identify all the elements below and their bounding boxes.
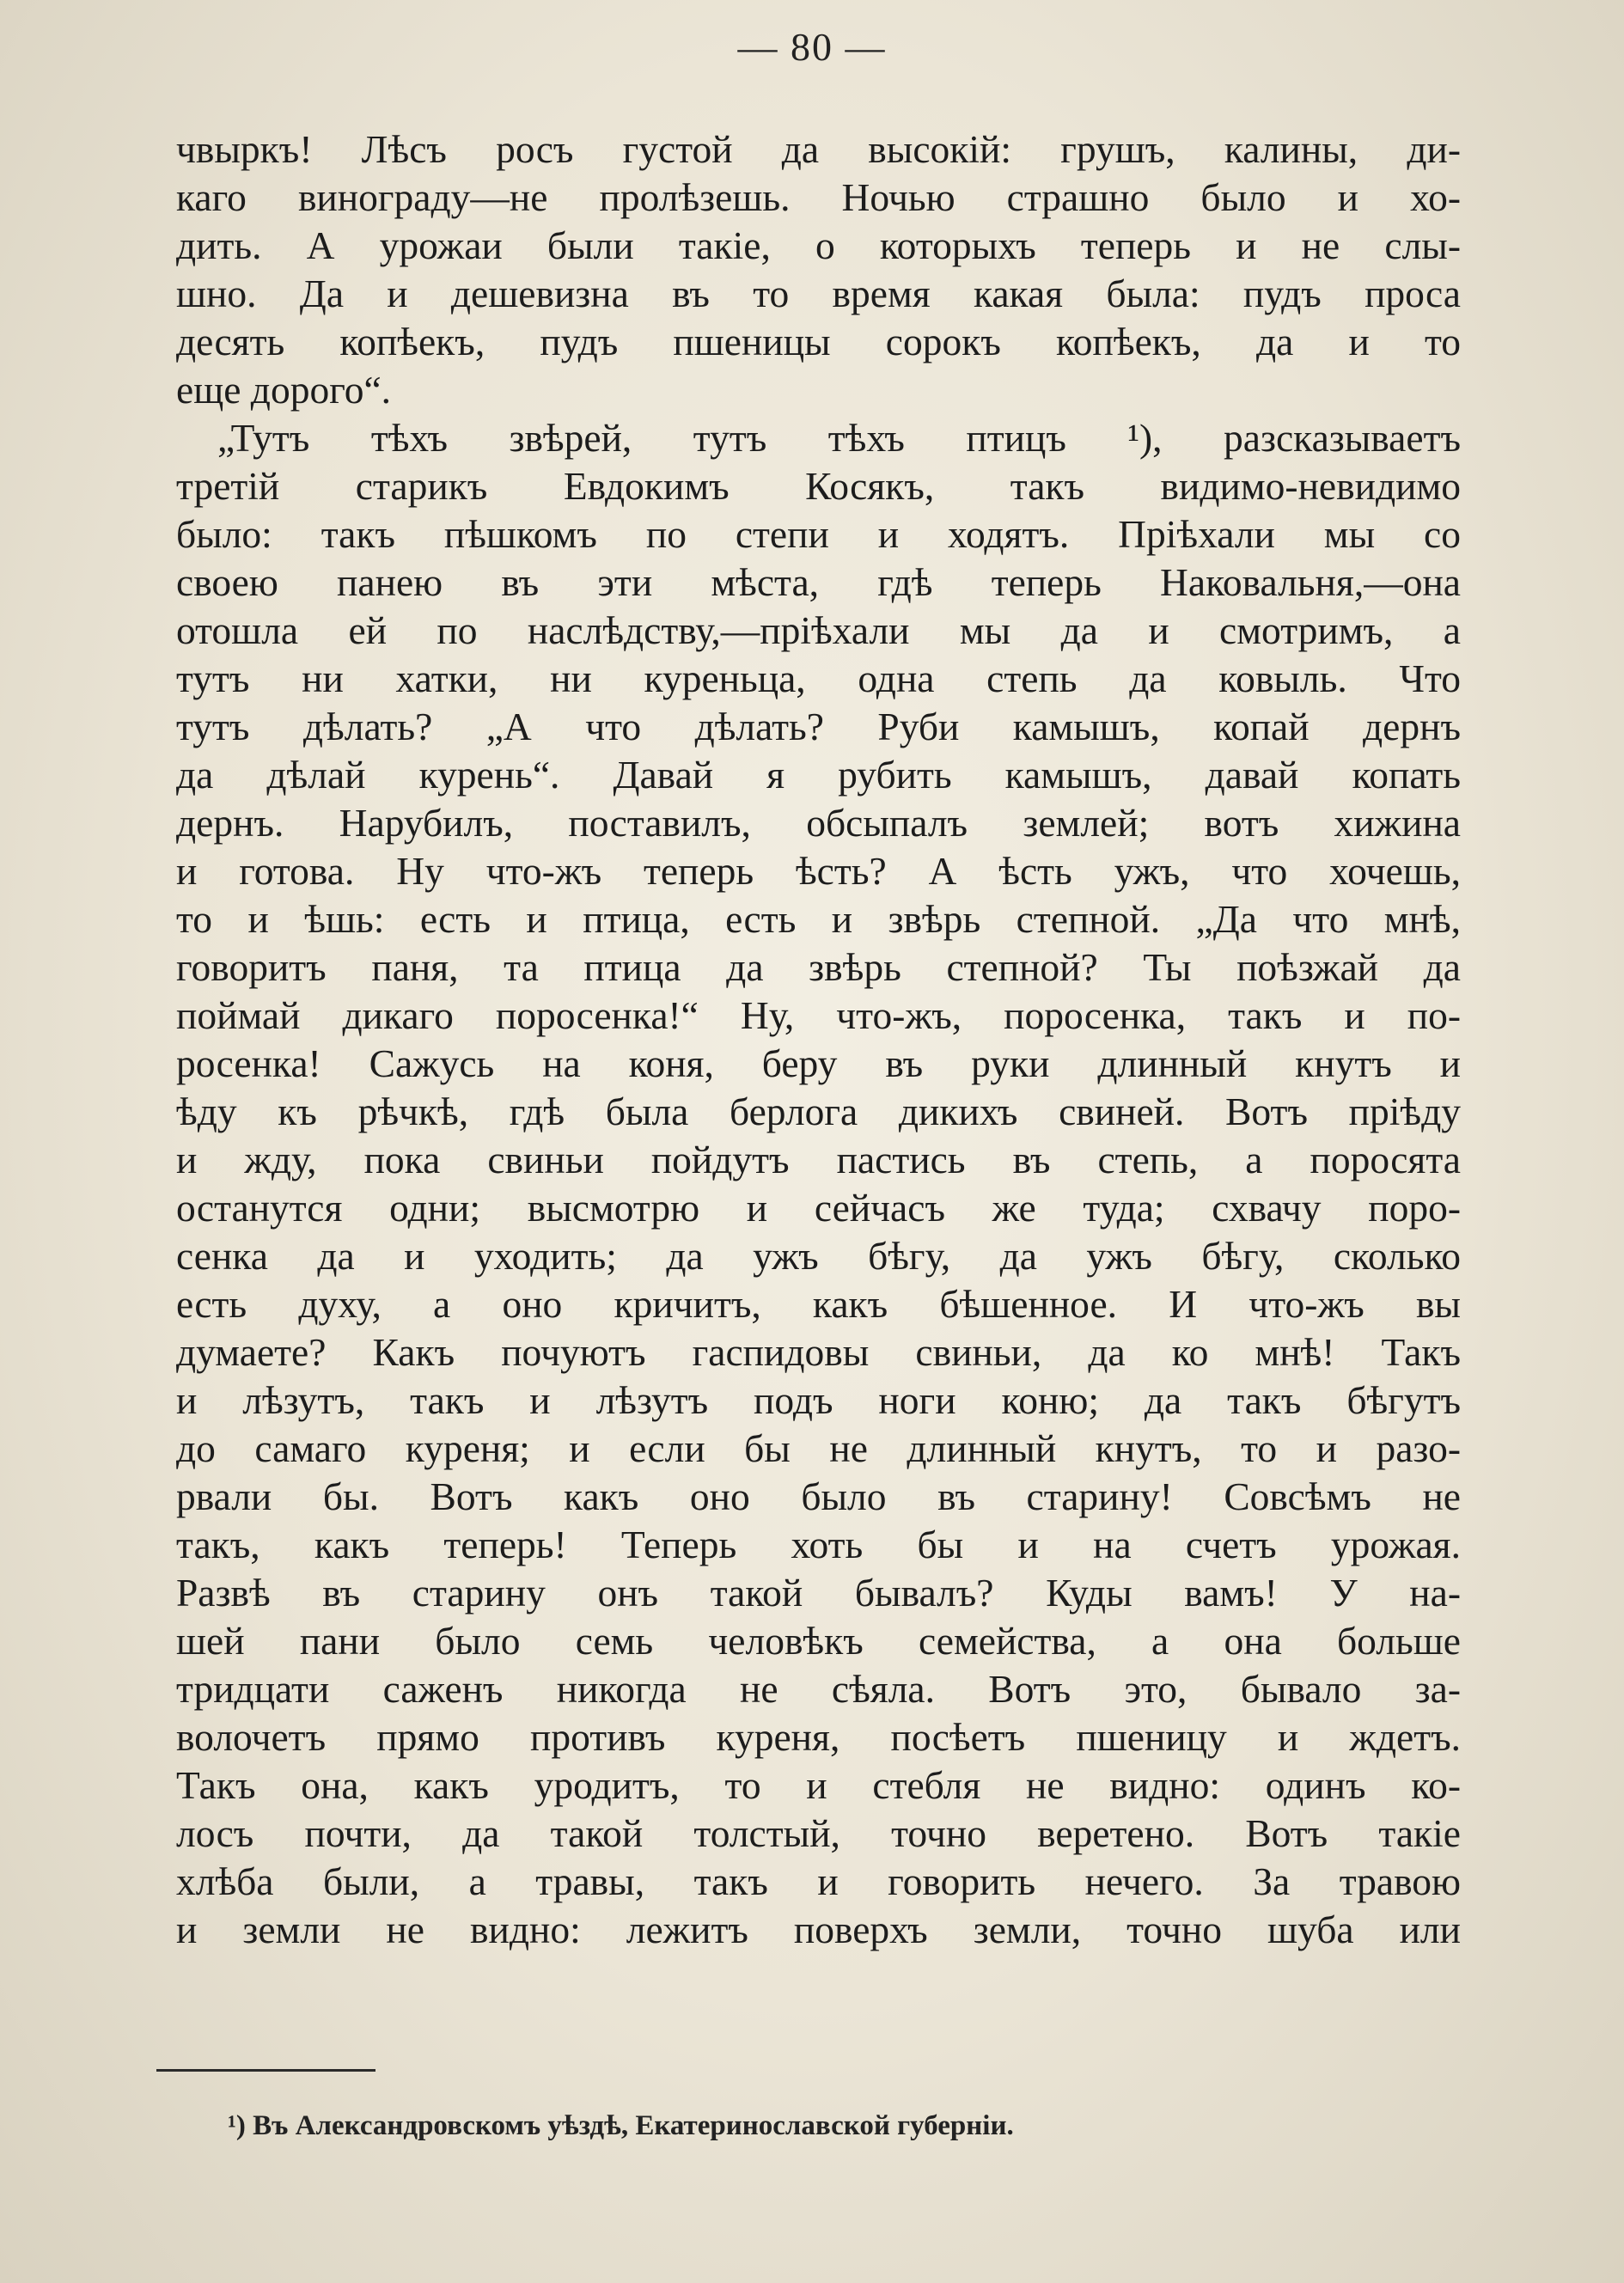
- text-line: такъ, какъ теперь! Теперь хоть бы и на счетъ урожая.: [176, 1523, 1461, 1566]
- text-line: волочетъ прямо противъ куреня, посѣетъ пшеницу и ждетъ.: [176, 1715, 1461, 1759]
- text-line: дить. А урожаи были такіе, о которыхъ теперь и не слы-: [176, 223, 1461, 267]
- text-line: поймай дикаго поросенка!“ Ну, что-жъ, поросенка, такъ и по-: [176, 993, 1461, 1037]
- text-line: то и ѣшь: есть и птица, есть и звѣрь степной. „Да что мнѣ,: [176, 897, 1461, 941]
- text-line: тутъ дѣлать? „А что дѣлать? Руби камышъ, копай дернъ: [176, 705, 1461, 748]
- text-line: лосъ почти, да такой толстый, точно веретено. Вотъ такіе: [176, 1811, 1461, 1855]
- paragraph-start-line: „Тутъ тѣхъ звѣрей, тутъ тѣхъ птицъ ¹), разсказываетъ: [217, 416, 1461, 460]
- text-line: десять копѣекъ, пудъ пшеницы сорокъ копѣекъ, да и то: [176, 320, 1461, 363]
- text-line: дернъ. Нарубилъ, поставилъ, обсыпалъ землей; вотъ хижина: [176, 801, 1461, 845]
- text-line: еще дорого“.: [176, 368, 392, 412]
- text-line: сенка да и уходить; да ужъ бѣгу, да ужъ бѣгу, сколько: [176, 1234, 1461, 1278]
- text-line: третій старикъ Евдокимъ Косякъ, такъ видимо-невидимо: [176, 464, 1461, 508]
- text-line: чвыркъ! Лѣсъ росъ густой да высокій: грушъ, калины, ди-: [176, 127, 1461, 171]
- text-line: росенка! Сажусь на коня, беру въ руки длинный кнутъ и: [176, 1041, 1461, 1085]
- text-line: есть духу, а оно кричитъ, какъ бѣшенное. И что-жъ вы: [176, 1282, 1461, 1326]
- text-line: тутъ ни хатки, ни куреньца, одна степь да ковыль. Что: [176, 656, 1461, 700]
- text-line: и земли не видно: лежитъ поверхъ земли, точно шуба или: [176, 1908, 1461, 1951]
- text-line: шно. Да и дешевизна въ то время какая была: пудъ проса: [176, 272, 1461, 315]
- text-line: своею панею въ эти мѣста, гдѣ теперь Наковальня,—она: [176, 560, 1461, 604]
- text-line: говоритъ паня, та птица да звѣрь степной? Ты поѣзжай да: [176, 945, 1461, 989]
- text-line: и лѣзутъ, такъ и лѣзутъ подъ ноги коню; да такъ бѣгутъ: [176, 1378, 1461, 1422]
- page-number: — 80 —: [737, 25, 887, 69]
- text-line: каго винограду—не пролѣзешь. Ночью страшно было и хо-: [176, 175, 1461, 219]
- text-line: рвали бы. Вотъ какъ оно было въ старину! Совсѣмъ не: [176, 1474, 1461, 1518]
- text-line: да дѣлай курень“. Давай я рубить камышъ, давай копать: [176, 753, 1461, 797]
- text-line: Такъ она, какъ уродитъ, то и стебля не видно: одинъ ко-: [176, 1763, 1461, 1807]
- text-line: останутся одни; высмотрю и сейчасъ же туда; схвачу поро-: [176, 1186, 1461, 1230]
- body-text: [176, 125, 1461, 1954]
- text-line: ѣду къ рѣчкѣ, гдѣ была берлога дикихъ свиней. Вотъ пріѣду: [176, 1090, 1461, 1133]
- text-line: и жду, пока свиньи пойдутъ пастись въ степь, а поросята: [176, 1138, 1461, 1181]
- text-line: тридцати саженъ никогда не сѣяла. Вотъ это, бывало за-: [176, 1667, 1461, 1711]
- text-line: думаете? Какъ почуютъ гаспидовы свиньи, да ко мнѣ! Такъ: [176, 1330, 1461, 1374]
- text-line: шей пани было семь человѣкъ семейства, а она больше: [176, 1619, 1461, 1663]
- text-line: и готова. Ну что-жъ теперь ѣсть? А ѣсть ужъ, что хочешь,: [176, 849, 1461, 893]
- text-line: Развѣ въ старину онъ такой бывалъ? Куды вамъ! У на-: [176, 1571, 1461, 1615]
- text-line: хлѣба были, а травы, такъ и говорить нечего. За травою: [176, 1859, 1461, 1903]
- footnote: ¹) Въ Александровскомъ уѣздѣ, Екатеринославской губерніи.: [228, 2110, 1014, 2141]
- footnote-divider: [156, 2069, 375, 2072]
- text-line: отошла ей по наслѣдству,—пріѣхали мы да и смотримъ, а: [176, 608, 1461, 652]
- text-line: до самаго куреня; и если бы не длинный кнутъ, то и разо-: [176, 1426, 1461, 1470]
- text-line: было: такъ пѣшкомъ по степи и ходятъ. Пріѣхали мы со: [176, 512, 1461, 556]
